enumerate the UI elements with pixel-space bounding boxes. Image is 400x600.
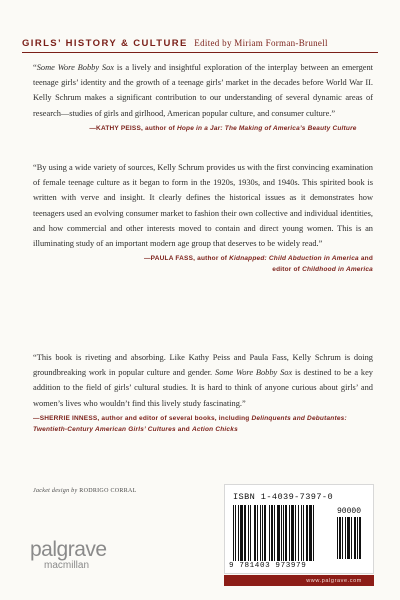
review-blurb [33, 60, 373, 134]
jacket-credit [33, 488, 137, 494]
blurb-attribution: —PAULA FASS, author of Kidnapped: Child Abduction in America and editor of Childhood in America [143, 255, 373, 274]
barcode-addon-bars [337, 517, 369, 559]
book-title: Some Wore Bobby Sox [215, 368, 293, 378]
isbn-barcode [224, 484, 374, 574]
publisher-name: palgrave [30, 538, 107, 561]
jacket-label: Jacket design by [33, 488, 78, 494]
isbn-number: ISBN 1-4039-7397-0 [233, 492, 334, 502]
jacket-designer: RODRIGO CORRAL [79, 488, 137, 494]
series-name: GIRLS’ HISTORY & CULTURE [22, 38, 188, 49]
blurb-text: “By using a wide variety of sources, Kelly Schrum provides us with the first convincing examination of female teenage culture as it began to form in the 1920s, 1930s, and 1940s. This spirited book is written with verve and insight. It clearly defines the historical issues as it demonstrates how teenagers used an evolving consumer market to fashion their own collective and individual identities, and how commercial and other interests moved to contain and direct young women. This is an illuminating study of an important modern age group that deserves to be widely read.” [33, 163, 373, 249]
publisher-logo [30, 540, 107, 572]
review-blurb [33, 160, 373, 275]
blurb-text: “This book is riveting and absorbing. Like Kathy Peiss and Paula Fass, Kelly Schrum is doing groundbreaking work in popular culture and gender. Some Wore Bobby Sox is destined to be a key addition to the field of girls’ cultural studies. It is hard to think of anyone curious about girls’ and women’s lives who wouldn’t find this lively study fascinating.” [33, 353, 373, 408]
ean-number: 9 781403 973979 [229, 562, 307, 570]
barcode-bars [233, 505, 333, 561]
review-blurb [33, 350, 373, 435]
publisher-imprint: macmillan [44, 560, 90, 571]
series-header [22, 38, 378, 53]
blurb-attribution: —SHERRIE INNESS, author and editor of several books, including Delinquents and Debutantes: Twentieth-Century American Girls’ Cultures and Action Chicks [33, 414, 347, 433]
blurb-text: “Some Wore Bobby Sox is a lively and insightful exploration of the interplay between an emergent teenage girls’ identity and the growth of a teenage girls’ market in the decades before World War II. Kelly Schrum makes a significant contribution to our understanding of several dynamic areas of research—studies of girls and girlhood, American popular culture, and consumer culture.” [33, 63, 373, 118]
publisher-website: www.palgrave.com [224, 575, 374, 586]
series-editor: Edited by Miriam Forman-Brunell [194, 38, 328, 48]
blurb-attribution: —KATHY PEISS, author of Hope in a Jar: The Making of America’s Beauty Culture [89, 124, 357, 132]
price-code: 90000 [337, 507, 362, 516]
book-title: Some Wore Bobby Sox [36, 63, 115, 72]
